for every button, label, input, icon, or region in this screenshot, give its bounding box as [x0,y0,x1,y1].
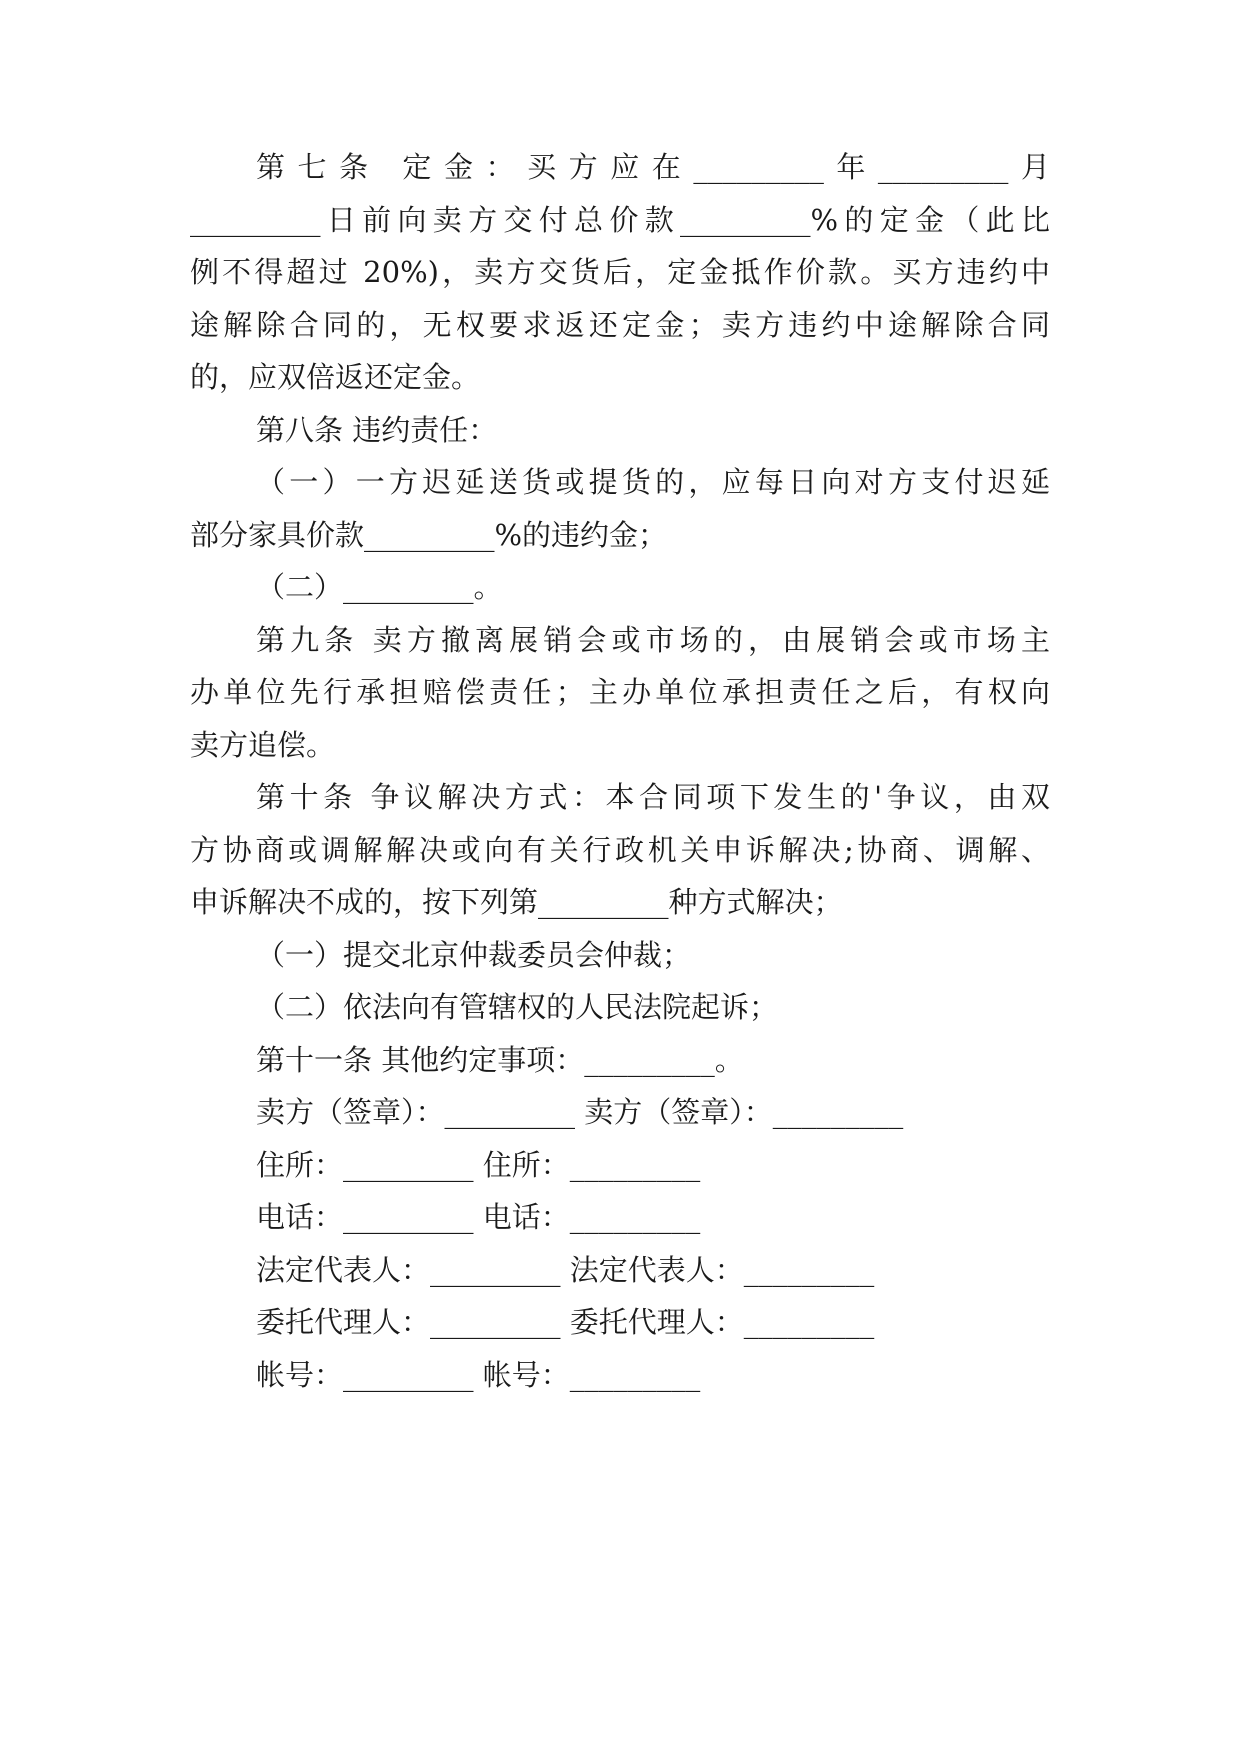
article-7-line-3: 例不得超过 20%)，卖方交货后，定金抵作价款。买方违约中 [190,255,1050,289]
article-8-item-2: （二）_________。 [256,570,503,604]
article-10-line-3: 申诉解决不成的，按下列第_________种方式解决； [190,885,843,919]
article-8-title: 第八条 违约责任： [256,413,498,447]
signature-party-line: 卖方（签章）：_________ 卖方（签章）：_________ [256,1095,904,1129]
article-11: 第十一条 其他约定事项：_________。 [256,1043,744,1077]
article-10-option-1: （一）提交北京仲裁委员会仲裁； [256,938,692,972]
article-10-option-2: （二）依法向有管辖权的人民法院起诉； [256,990,779,1024]
article-7-line-2: _________日前向卖方交付总价款_________%的定金（此比 [190,203,1050,237]
legal-representative-line: 法定代表人：_________ 法定代表人：_________ [256,1253,875,1287]
address-line: 住所：_________ 住所：_________ [256,1148,701,1182]
article-9-line-2: 办单位先行承担赔偿责任；主办单位承担责任之后，有权向 [190,675,1050,709]
phone-line: 电话：_________ 电话：_________ [256,1200,701,1234]
article-8-item-1-line-1: （一）一方迟延送货或提货的，应每日向对方支付迟延 [256,465,1050,499]
agent-line: 委托代理人：_________ 委托代理人：_________ [256,1305,875,1339]
article-9-line-1: 第九条 卖方撤离展销会或市场的，由展销会或市场主 [256,623,1050,657]
article-8-item-1-line-2: 部分家具价款_________%的违约金； [190,518,668,552]
article-7-line-1: 第七条 定金：买方应在_________年_________月 [256,150,1050,184]
article-10-line-2: 方协商或调解解决或向有关行政机关申诉解决;协商、调解、 [190,833,1050,867]
article-9-line-3: 卖方追偿。 [190,728,336,762]
article-7-line-4: 途解除合同的，无权要求返还定金；卖方违约中途解除合同 [190,308,1050,342]
article-7-line-5: 的，应双倍返还定金。 [190,360,481,394]
account-line: 帐号：_________ 帐号：_________ [256,1358,701,1392]
article-10-line-1: 第十条 争议解决方式：本合同项下发生的'争议，由双 [256,780,1050,814]
